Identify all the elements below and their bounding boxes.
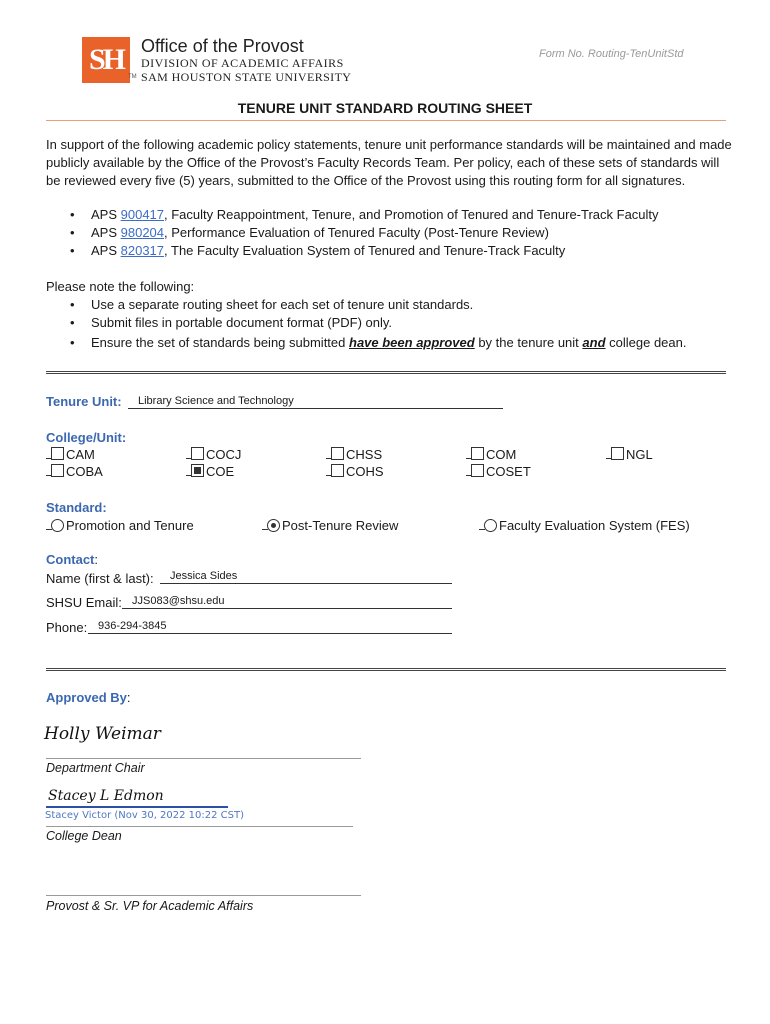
- checkbox-chss[interactable]: CHSS: [326, 447, 382, 462]
- name-field[interactable]: Jessica Sides: [160, 570, 452, 584]
- dean-signature-line[interactable]: [46, 826, 353, 827]
- note-item: • Ensure the set of standards being submitted have been approved by the tenure unit and college dean.: [70, 335, 687, 350]
- email-label: SHSU Email:: [46, 595, 122, 610]
- email-field[interactable]: JJS083@shsu.edu: [122, 595, 452, 609]
- tenure-unit-label: Tenure Unit:: [46, 394, 122, 409]
- checkbox-icon: [191, 447, 204, 460]
- name-label: Name (first & last):: [46, 571, 154, 586]
- checkbox-cam[interactable]: CAM: [46, 447, 95, 462]
- chair-signature-line[interactable]: [46, 758, 361, 759]
- shsu-logo: SH: [82, 37, 130, 83]
- aps-link[interactable]: 980204: [120, 225, 165, 240]
- checkbox-icon: [611, 447, 624, 460]
- chair-label: Department Chair: [46, 761, 145, 775]
- checked-checkbox-icon: [191, 464, 204, 477]
- checkbox-icon: [51, 464, 64, 477]
- provost-signature-line[interactable]: [46, 895, 361, 896]
- approved-label: Approved By:: [46, 690, 131, 705]
- section-divider: [46, 371, 726, 374]
- dean-signature-underline: [46, 806, 228, 808]
- phone-field[interactable]: 936-294-3845: [88, 620, 452, 634]
- radio-icon: [484, 519, 497, 532]
- university-name: SAM HOUSTON STATE UNIVERSITY: [141, 70, 352, 84]
- page-title: TENURE UNIT STANDARD ROUTING SHEET: [237, 100, 533, 116]
- checkbox-ngl[interactable]: NGL: [606, 447, 653, 462]
- note-heading: Please note the following:: [46, 279, 195, 294]
- checkbox-icon: [471, 464, 484, 477]
- dean-esign-stamp: Stacey Victor (Nov 30, 2022 10:22 CST): [45, 810, 245, 821]
- phone-label: Phone:: [46, 620, 88, 635]
- dean-label: College Dean: [46, 829, 122, 843]
- aps-item: • APS 820317, The Faculty Evaluation System of Tenured and Tenure-Track Faculty: [70, 243, 566, 258]
- checkbox-icon: [471, 447, 484, 460]
- intro-paragraph: In support of the following academic policy statements, tenure unit performance standards will be maintained and made publicly available by the Office of the Provost’s Faculty Records Team. Per policy, each of these sets of standards will be reviewed every five (5) years, submitted to the Office of the Provost using this routing form for all signatures.: [46, 137, 732, 188]
- radio-icon: [51, 519, 64, 532]
- aps-link[interactable]: 820317: [120, 243, 165, 258]
- bullet-icon: •: [70, 297, 75, 312]
- radio-promotion-tenure[interactable]: Promotion and Tenure: [46, 518, 194, 533]
- radio-post-tenure-review[interactable]: Post-Tenure Review: [262, 518, 398, 533]
- division-name: DIVISION OF ACADEMIC AFFAIRS: [141, 56, 344, 70]
- tenure-unit-field[interactable]: Library Science and Technology: [128, 395, 503, 409]
- form-number: Form No. Routing-TenUnitStd: [539, 48, 684, 60]
- aps-link[interactable]: 900417: [120, 207, 165, 222]
- provost-label: Provost & Sr. VP for Academic Affairs: [46, 899, 254, 913]
- bullet-icon: •: [70, 207, 75, 222]
- checkbox-cocj[interactable]: COCJ: [186, 447, 241, 462]
- checkbox-cohs[interactable]: COHS: [326, 464, 384, 479]
- office-name: Office of the Provost: [141, 36, 304, 56]
- note-item: • Use a separate routing sheet for each set of tenure unit standards.: [70, 297, 474, 312]
- bullet-icon: •: [70, 315, 75, 330]
- title-divider: [46, 120, 726, 121]
- checkbox-coba[interactable]: COBA: [46, 464, 103, 479]
- note-item: • Submit files in portable document format (PDF) only.: [70, 315, 393, 330]
- aps-item: • APS 900417, Faculty Reappointment, Tenure, and Promotion of Tenured and Tenure-Track Faculty: [70, 207, 659, 222]
- checkbox-com[interactable]: COM: [466, 447, 516, 462]
- checkbox-icon: [331, 464, 344, 477]
- bullet-icon: •: [70, 243, 75, 258]
- selected-radio-icon: [267, 519, 280, 532]
- contact-label: Contact:: [46, 552, 99, 567]
- college-label: College/Unit:: [46, 430, 127, 445]
- aps-item: • APS 980204, Performance Evaluation of Tenured Faculty (Post-Tenure Review): [70, 225, 549, 240]
- checkbox-icon: [51, 447, 64, 460]
- standard-label: Standard:: [46, 500, 107, 515]
- bullet-icon: •: [70, 335, 75, 350]
- checkbox-icon: [331, 447, 344, 460]
- dean-signature: Stacey L Edmon: [48, 788, 164, 804]
- bullet-icon: •: [70, 225, 75, 240]
- radio-fes[interactable]: Faculty Evaluation System (FES): [479, 518, 690, 533]
- trademark: TM: [128, 74, 137, 80]
- checkbox-coset[interactable]: COSET: [466, 464, 531, 479]
- section-divider: [46, 668, 726, 671]
- chair-signature: Holly Weimar: [44, 724, 161, 744]
- checkbox-coe[interactable]: COE: [186, 464, 234, 479]
